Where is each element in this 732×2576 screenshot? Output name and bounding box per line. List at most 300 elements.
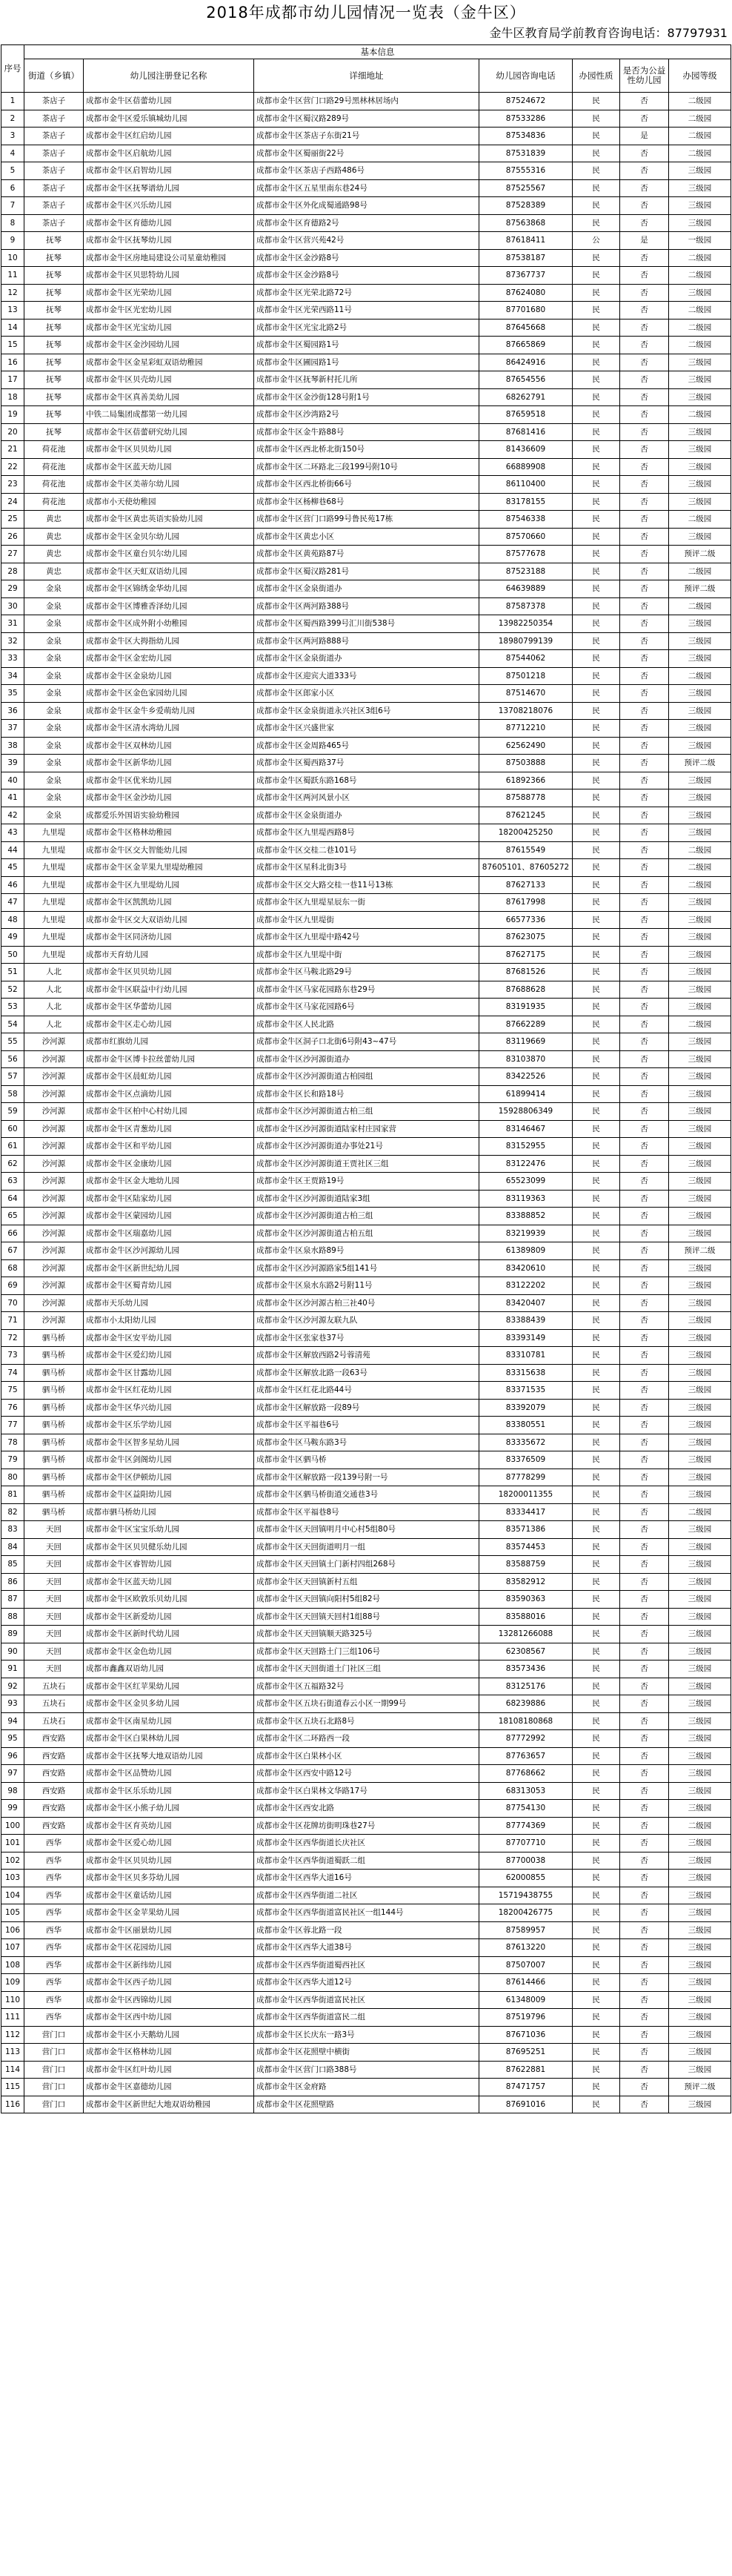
table-row — [1, 1225, 731, 1242]
cell-level: 三级园 — [669, 894, 731, 912]
cell-address: 成都市金牛区金泉街道办 — [254, 580, 479, 598]
cell-street: 金泉 — [24, 632, 84, 650]
cell-index: 17 — [1, 371, 24, 389]
cell-level: 三级园 — [669, 1294, 731, 1312]
cell-address: 成都市金牛区九里堤西路8号 — [254, 824, 479, 842]
cell-public-welfare: 否 — [620, 1921, 669, 1939]
page-title: 2018年成都市幼儿园情况一览表（金牛区） — [206, 4, 526, 21]
cell-level: 三级园 — [669, 720, 731, 738]
cell-index: 59 — [1, 1103, 24, 1121]
cell-phone: 87605101、87605272 — [479, 859, 573, 877]
cell-address: 成都市金牛区西华大道38号 — [254, 1939, 479, 1957]
cell-phone: 87665869 — [479, 337, 573, 354]
cell-level: 三级园 — [669, 284, 731, 302]
cell-address: 成都市金牛区西北桥街66号 — [254, 476, 479, 494]
cell-phone: 61892366 — [479, 772, 573, 789]
cell-phone: 87514670 — [479, 685, 573, 703]
cell-name: 成都市金牛区金牛乡爱萌幼儿园 — [84, 702, 254, 720]
table-row — [1, 354, 731, 371]
cell-address: 成都市金牛区金沙路8号 — [254, 267, 479, 285]
cell-name: 成都市金牛区新世纪大地双语幼稚园 — [84, 2096, 254, 2113]
cell-public-welfare: 否 — [620, 1730, 669, 1748]
cell-index: 71 — [1, 1312, 24, 1330]
table-row — [1, 615, 731, 633]
cell-nature: 民 — [573, 2096, 620, 2113]
cell-level: 三级园 — [669, 911, 731, 929]
cell-address: 成都市金牛区长庆东一路3号 — [254, 2026, 479, 2044]
cell-street: 沙河源 — [24, 1155, 84, 1173]
cell-nature: 民 — [573, 1852, 620, 1870]
cell-phone: 83371535 — [479, 1382, 573, 1400]
cell-address: 成都市金牛区沙河源街道陆家3组 — [254, 1190, 479, 1208]
cell-phone: 61389809 — [479, 1242, 573, 1260]
cell-street: 金泉 — [24, 720, 84, 738]
cell-name: 成都市金牛区爱幻幼儿园 — [84, 1347, 254, 1365]
cell-level: 三级园 — [669, 1138, 731, 1156]
cell-street: 茶店子 — [24, 128, 84, 145]
cell-nature: 民 — [573, 1259, 620, 1277]
cell-level: 二级园 — [669, 597, 731, 615]
cell-address: 成都市金牛区沙河源街道古柏五组 — [254, 1225, 479, 1242]
cell-name: 成都市金牛区欧敦乐贝幼儿园 — [84, 1591, 254, 1609]
cell-public-welfare: 否 — [620, 1434, 669, 1451]
cell-index: 21 — [1, 441, 24, 459]
cell-level: 三级园 — [669, 1608, 731, 1626]
cell-nature: 民 — [573, 162, 620, 180]
cell-level: 三级园 — [669, 1591, 731, 1609]
cell-level: 三级园 — [669, 2009, 731, 2027]
cell-public-welfare: 否 — [620, 493, 669, 511]
cell-level: 预评二级 — [669, 580, 731, 598]
cell-index: 26 — [1, 528, 24, 546]
cell-index: 44 — [1, 841, 24, 859]
cell-name: 成都市金牛区蒙园幼儿园 — [84, 1208, 254, 1225]
cell-nature: 民 — [573, 458, 620, 476]
cell-level: 二级园 — [669, 876, 731, 894]
cell-name: 成都市金牛区交大智能幼儿园 — [84, 841, 254, 859]
cell-public-welfare: 否 — [620, 894, 669, 912]
cell-level: 一级园 — [669, 232, 731, 250]
cell-phone: 61899414 — [479, 1085, 573, 1103]
cell-street: 营门口 — [24, 2079, 84, 2096]
cell-index: 109 — [1, 1974, 24, 1992]
cell-phone: 87538187 — [479, 249, 573, 267]
table-row — [1, 841, 731, 859]
cell-address: 成都市金牛区沙河源街道陆家村庄园家营 — [254, 1120, 479, 1138]
table-row — [1, 737, 731, 755]
cell-name: 成都市金牛区金沙园幼儿园 — [84, 337, 254, 354]
table-row — [1, 2026, 731, 2044]
cell-street: 驷马桥 — [24, 1469, 84, 1486]
cell-level: 三级园 — [669, 1556, 731, 1574]
table-row — [1, 1870, 731, 1887]
cell-index: 39 — [1, 755, 24, 772]
table-row — [1, 1085, 731, 1103]
cell-phone: 87622881 — [479, 2061, 573, 2079]
cell-phone: 83388439 — [479, 1312, 573, 1330]
cell-index: 32 — [1, 632, 24, 650]
cell-phone: 87623075 — [479, 929, 573, 947]
cell-level: 预评二级 — [669, 755, 731, 772]
cell-level: 三级园 — [669, 1469, 731, 1486]
cell-nature: 民 — [573, 1486, 620, 1504]
cell-nature: 民 — [573, 981, 620, 999]
cell-public-welfare: 否 — [620, 1242, 669, 1260]
cell-index: 88 — [1, 1608, 24, 1626]
cell-nature: 民 — [573, 1921, 620, 1939]
cell-name: 成都市金牛区金泉幼儿园 — [84, 667, 254, 685]
table-row — [1, 685, 731, 703]
cell-name: 成都市金牛区育德幼儿园 — [84, 214, 254, 232]
cell-address: 成都市金牛区金府路 — [254, 2079, 479, 2096]
col-header-index: 序号 — [1, 45, 24, 93]
cell-address: 成都市金牛区泉水东路2号附11号 — [254, 1277, 479, 1295]
cell-street: 西华 — [24, 1974, 84, 1992]
cell-name: 成都市金牛区品赞幼儿园 — [84, 1765, 254, 1783]
cell-street: 金泉 — [24, 597, 84, 615]
cell-nature: 民 — [573, 755, 620, 772]
cell-street: 茶店子 — [24, 110, 84, 128]
cell-phone: 83334417 — [479, 1503, 573, 1521]
table-row — [1, 110, 731, 128]
cell-phone: 87507007 — [479, 1956, 573, 1974]
cell-level: 三级园 — [669, 737, 731, 755]
cell-nature: 民 — [573, 441, 620, 459]
cell-street: 抚琴 — [24, 406, 84, 424]
cell-public-welfare: 否 — [620, 597, 669, 615]
cell-name: 成都市金牛区沙河源幼儿园 — [84, 1242, 254, 1260]
cell-street: 抚琴 — [24, 423, 84, 441]
cell-index: 65 — [1, 1208, 24, 1225]
cell-phone: 87681416 — [479, 423, 573, 441]
cell-index: 16 — [1, 354, 24, 371]
cell-index: 93 — [1, 1695, 24, 1713]
cell-street: 金泉 — [24, 650, 84, 668]
cell-address: 成都市金牛区花照壁路 — [254, 2096, 479, 2113]
cell-level: 二级园 — [669, 1016, 731, 1033]
cell-level: 三级园 — [669, 1661, 731, 1678]
cell-address: 成都市金牛区五星里南东巷24号 — [254, 179, 479, 197]
cell-public-welfare: 否 — [620, 1503, 669, 1521]
table-row — [1, 772, 731, 789]
cell-nature: 民 — [573, 789, 620, 807]
col-header-street: 街道（乡镇） — [24, 59, 84, 93]
table-row — [1, 284, 731, 302]
cell-street: 五块石 — [24, 1695, 84, 1713]
cell-address: 成都市金牛区外化成蜀通路98号 — [254, 197, 479, 215]
table-row — [1, 1050, 731, 1068]
cell-street: 金泉 — [24, 702, 84, 720]
cell-phone: 86424916 — [479, 354, 573, 371]
cell-name: 成都市金牛区睿智幼儿园 — [84, 1556, 254, 1574]
cell-nature: 民 — [573, 964, 620, 981]
cell-phone: 13281266088 — [479, 1626, 573, 1643]
cell-phone: 87681526 — [479, 964, 573, 981]
cell-phone: 87700038 — [479, 1852, 573, 1870]
cell-address: 成都市金牛区金牛路88号 — [254, 423, 479, 441]
cell-phone: 62562490 — [479, 737, 573, 755]
cell-street: 天回 — [24, 1556, 84, 1574]
cell-address: 成都市金牛区沙河源友联九队 — [254, 1312, 479, 1330]
cell-nature: 民 — [573, 2061, 620, 2079]
cell-index: 72 — [1, 1329, 24, 1347]
cell-level: 三级园 — [669, 528, 731, 546]
cell-name: 成都市金牛区金色幼儿园 — [84, 1643, 254, 1661]
cell-public-welfare: 否 — [620, 1817, 669, 1835]
cell-name: 成都市金牛区白果林幼儿园 — [84, 1730, 254, 1748]
cell-public-welfare: 否 — [620, 1085, 669, 1103]
cell-phone: 64639889 — [479, 580, 573, 598]
cell-street: 驷马桥 — [24, 1451, 84, 1469]
cell-phone: 83380551 — [479, 1417, 573, 1434]
cell-public-welfare: 否 — [620, 1294, 669, 1312]
cell-address: 成都市金牛区金泉街道办 — [254, 807, 479, 824]
cell-phone: 83582912 — [479, 1573, 573, 1591]
cell-index: 43 — [1, 824, 24, 842]
cell-level: 三级园 — [669, 1103, 731, 1121]
cell-public-welfare: 否 — [620, 1643, 669, 1661]
cell-public-welfare: 否 — [620, 789, 669, 807]
cell-index: 27 — [1, 546, 24, 563]
cell-phone: 83152955 — [479, 1138, 573, 1156]
cell-index: 33 — [1, 650, 24, 668]
cell-phone: 87659518 — [479, 406, 573, 424]
cell-level: 三级园 — [669, 1451, 731, 1469]
cell-phone: 65523099 — [479, 1173, 573, 1191]
cell-public-welfare: 否 — [620, 1155, 669, 1173]
cell-phone: 87695251 — [479, 2044, 573, 2062]
table-row — [1, 1347, 731, 1365]
cell-street: 金泉 — [24, 737, 84, 755]
cell-phone: 87563868 — [479, 214, 573, 232]
cell-index: 84 — [1, 1538, 24, 1556]
cell-public-welfare: 否 — [620, 511, 669, 529]
cell-public-welfare: 否 — [620, 946, 669, 964]
cell-name: 成都市金牛区华兴幼儿园 — [84, 1399, 254, 1417]
cell-nature: 民 — [573, 93, 620, 110]
cell-street: 荷花池 — [24, 441, 84, 459]
cell-phone: 87546338 — [479, 511, 573, 529]
cell-public-welfare: 否 — [620, 1852, 669, 1870]
cell-name: 成都市金牛区成外附小幼稚园 — [84, 615, 254, 633]
cell-public-welfare: 否 — [620, 284, 669, 302]
cell-nature: 民 — [573, 128, 620, 145]
table-row — [1, 371, 731, 389]
cell-level: 三级园 — [669, 1486, 731, 1504]
cell-nature: 民 — [573, 1294, 620, 1312]
table-row — [1, 1573, 731, 1591]
cell-index: 18 — [1, 388, 24, 406]
cell-street: 茶店子 — [24, 214, 84, 232]
cell-nature: 民 — [573, 528, 620, 546]
cell-level: 三级园 — [669, 162, 731, 180]
cell-index: 103 — [1, 1870, 24, 1887]
table-row — [1, 946, 731, 964]
cell-name: 成都市金牛区光宏幼儿园 — [84, 302, 254, 319]
cell-level: 三级园 — [669, 789, 731, 807]
cell-phone: 83574453 — [479, 1538, 573, 1556]
cell-street: 茶店子 — [24, 93, 84, 110]
cell-index: 83 — [1, 1521, 24, 1539]
cell-public-welfare: 否 — [620, 580, 669, 598]
cell-public-welfare: 否 — [620, 737, 669, 755]
cell-index: 73 — [1, 1347, 24, 1365]
cell-level: 二级园 — [669, 145, 731, 162]
cell-level: 三级园 — [669, 1747, 731, 1765]
cell-street: 九里堤 — [24, 946, 84, 964]
cell-name: 成都市金牛区启智幼儿园 — [84, 162, 254, 180]
cell-index: 54 — [1, 1016, 24, 1033]
cell-street: 西安路 — [24, 1782, 84, 1800]
cell-nature: 民 — [573, 1033, 620, 1051]
cell-address: 成都市金牛区蜀园路1号 — [254, 337, 479, 354]
cell-phone: 87367737 — [479, 267, 573, 285]
cell-name: 中铁二局集团成都第一幼儿园 — [84, 406, 254, 424]
cell-level: 预评二级 — [669, 2079, 731, 2096]
cell-address: 成都市金牛区星科北街3号 — [254, 859, 479, 877]
table-row — [1, 197, 731, 215]
table-row — [1, 1782, 731, 1800]
cell-phone: 87615549 — [479, 841, 573, 859]
cell-public-welfare: 否 — [620, 2026, 669, 2044]
cell-name: 成都市金牛区抚琴大地双语幼儿园 — [84, 1747, 254, 1765]
table-row — [1, 1991, 731, 2009]
cell-index: 80 — [1, 1469, 24, 1486]
cell-name: 成都市金牛区蓝天幼儿园 — [84, 458, 254, 476]
cell-nature: 民 — [573, 371, 620, 389]
cell-level: 三级园 — [669, 371, 731, 389]
cell-phone: 83146467 — [479, 1120, 573, 1138]
cell-public-welfare: 否 — [620, 302, 669, 319]
cell-street: 金泉 — [24, 580, 84, 598]
cell-name: 成都市金牛区乐学幼儿园 — [84, 1417, 254, 1434]
cell-phone: 87624080 — [479, 284, 573, 302]
table-row — [1, 755, 731, 772]
cell-level: 三级园 — [669, 1991, 731, 2009]
table-row — [1, 563, 731, 580]
cell-address: 成都市金牛区沙河源街道古柏三组 — [254, 1208, 479, 1225]
table-row — [1, 441, 731, 459]
table-row — [1, 388, 731, 406]
cell-phone: 83178155 — [479, 493, 573, 511]
cell-address: 成都市金牛区圃园路1号 — [254, 354, 479, 371]
cell-name: 成都市金牛区新纬幼儿园 — [84, 1956, 254, 1974]
table-row — [1, 458, 731, 476]
cell-level: 三级园 — [669, 1050, 731, 1068]
cell-street: 金泉 — [24, 807, 84, 824]
cell-nature: 民 — [573, 1417, 620, 1434]
cell-street: 荷花池 — [24, 476, 84, 494]
cell-address: 成都市金牛区沙河源街道古柏园组 — [254, 1068, 479, 1086]
cell-index: 22 — [1, 458, 24, 476]
table-row — [1, 1173, 731, 1191]
cell-address: 成都市金牛区两河路888号 — [254, 632, 479, 650]
cell-level: 三级园 — [669, 1085, 731, 1103]
cell-public-welfare: 否 — [620, 563, 669, 580]
table-row — [1, 1068, 731, 1086]
cell-level: 二级园 — [669, 128, 731, 145]
table-row — [1, 1939, 731, 1957]
cell-level: 三级园 — [669, 1695, 731, 1713]
cell-name: 成都市金牛区乐乐幼儿园 — [84, 1782, 254, 1800]
cell-nature: 民 — [573, 1382, 620, 1400]
cell-address: 成都市金牛区西华街道富民社区一组144号 — [254, 1904, 479, 1922]
table-row — [1, 597, 731, 615]
cell-phone: 87671036 — [479, 2026, 573, 2044]
cell-address: 成都市金牛区平福巷8号 — [254, 1503, 479, 1521]
cell-level: 三级园 — [669, 1643, 731, 1661]
cell-nature: 民 — [573, 894, 620, 912]
cell-address: 成都市金牛区九里堤星辰东一街 — [254, 894, 479, 912]
cell-phone: 87588778 — [479, 789, 573, 807]
cell-name: 成都市小太阳幼儿园 — [84, 1312, 254, 1330]
cell-public-welfare: 否 — [620, 1747, 669, 1765]
cell-name: 成都市金牛区走心幼儿园 — [84, 1016, 254, 1033]
cell-name: 成都市金牛区贝壳幼儿园 — [84, 371, 254, 389]
cell-phone: 87524672 — [479, 93, 573, 110]
cell-address: 成都市金牛区西华大道16号 — [254, 1870, 479, 1887]
cell-nature: 民 — [573, 1887, 620, 1904]
cell-name: 成都市金牛区柏中心村幼儿园 — [84, 1103, 254, 1121]
cell-public-welfare: 否 — [620, 2009, 669, 2027]
cell-index: 104 — [1, 1887, 24, 1904]
cell-index: 96 — [1, 1747, 24, 1765]
cell-nature: 民 — [573, 546, 620, 563]
cell-public-welfare: 否 — [620, 1591, 669, 1609]
cell-name: 成都市金牛区青葱幼儿园 — [84, 1120, 254, 1138]
cell-address: 成都市金牛区郎家小区 — [254, 685, 479, 703]
cell-public-welfare: 否 — [620, 650, 669, 668]
cell-address: 成都市金牛区沙河源街道办事处21号 — [254, 1138, 479, 1156]
cell-public-welfare: 否 — [620, 1277, 669, 1295]
cell-level: 三级园 — [669, 214, 731, 232]
cell-address: 成都市金牛区蓉北路一段 — [254, 1921, 479, 1939]
cell-street: 人北 — [24, 964, 84, 981]
cell-name: 成都市金牛区贝贝健乐幼儿园 — [84, 1538, 254, 1556]
cell-level: 三级园 — [669, 1538, 731, 1556]
cell-nature: 民 — [573, 1329, 620, 1347]
cell-street: 西华 — [24, 1939, 84, 1957]
table-row — [1, 1678, 731, 1695]
cell-street: 驷马桥 — [24, 1364, 84, 1382]
cell-street: 荷花池 — [24, 493, 84, 511]
cell-name: 成都市金牛区花园幼儿园 — [84, 1939, 254, 1957]
cell-nature: 民 — [573, 1364, 620, 1382]
cell-street: 人北 — [24, 1016, 84, 1033]
cell-level: 三级园 — [669, 1904, 731, 1922]
cell-name: 成都市金牛区爱心幼儿园 — [84, 1835, 254, 1852]
cell-street: 九里堤 — [24, 894, 84, 912]
cell-street: 抚琴 — [24, 302, 84, 319]
cell-index: 68 — [1, 1259, 24, 1277]
cell-index: 50 — [1, 946, 24, 964]
cell-index: 9 — [1, 232, 24, 250]
cell-level: 三级园 — [669, 1712, 731, 1730]
cell-name: 成都市天乐幼儿园 — [84, 1294, 254, 1312]
cell-public-welfare: 否 — [620, 1120, 669, 1138]
cell-address: 成都市金牛区西华街道长庆社区 — [254, 1835, 479, 1852]
table-row — [1, 1712, 731, 1730]
cell-name: 成都市金牛区锦绣金华幼儿园 — [84, 580, 254, 598]
cell-name: 成都市金牛区嘉德幼儿园 — [84, 2079, 254, 2096]
cell-name: 成都市金牛区光宝幼儿园 — [84, 319, 254, 337]
cell-name: 成都市金牛区九里堤幼儿园 — [84, 876, 254, 894]
cell-public-welfare: 否 — [620, 267, 669, 285]
cell-street: 九里堤 — [24, 841, 84, 859]
cell-name: 成都市金牛区新时代幼儿园 — [84, 1626, 254, 1643]
cell-name: 成都市金牛区丽景幼儿园 — [84, 1921, 254, 1939]
cell-street: 营门口 — [24, 2026, 84, 2044]
